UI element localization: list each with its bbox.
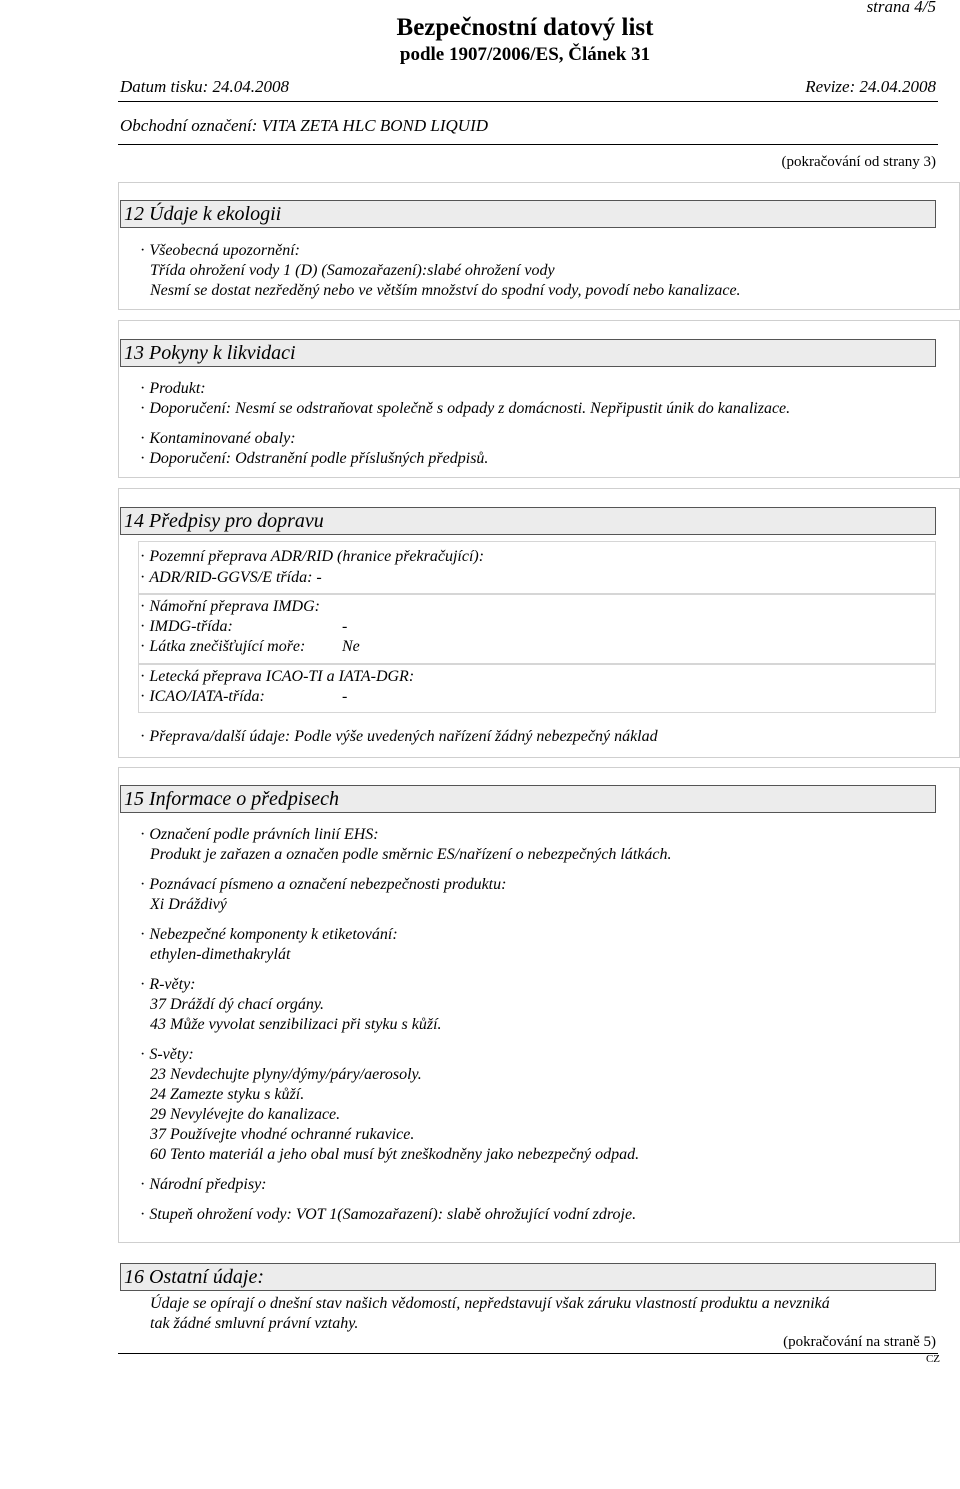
language-code: CZ xyxy=(925,1353,940,1365)
s13-packaging-label: · Kontaminované obaly: xyxy=(140,430,296,447)
s14-imdg-label: · Námořní přeprava IMDG: xyxy=(140,598,320,615)
s14-marine-value: Ne xyxy=(342,638,360,655)
revision-date: Revize: 24.04.2008 xyxy=(805,77,936,96)
s15-letter-value: Xi Dráždivý xyxy=(150,896,227,913)
s15-s-line: 60 Tento materiál a jeho obal musí být zneškodněny jako nebezpečný odpad. xyxy=(150,1146,640,1163)
s15-ehs-label: · Označení podle právních linií EHS: xyxy=(140,826,379,843)
print-date: Datum tisku: 24.04.2008 xyxy=(120,77,290,96)
section-16-title: 16 Ostatní údaje: xyxy=(120,1263,936,1291)
trade-name: Obchodní označení: VITA ZETA HLC BOND LIQUID xyxy=(120,116,489,135)
s14-imdg-class-value: - xyxy=(342,618,348,635)
s15-r-label: · R-věty: xyxy=(140,976,196,993)
s16-line1: Údaje se opírají o dnešní stav našich vědomostí, nepředstavují však záruku vlastností produktu a nevzniká xyxy=(150,1295,830,1312)
s14-icao-label: · Letecká přeprava ICAO-TI a IATA-DGR: xyxy=(140,668,415,685)
header-divider xyxy=(118,101,938,102)
s14-adr-class: · ADR/RID-GGVS/E třída: - xyxy=(140,569,322,586)
s15-s-label: · S-věty: xyxy=(140,1046,194,1063)
document-title: Bezpečnostní datový list xyxy=(396,14,654,41)
s12-line1: Třída ohrožení vody 1 (D) (Samozařazení):slabé ohrožení vody xyxy=(150,262,555,279)
s12-line2: Nesmí se dostat nezředěný nebo ve větším množství do spodní vody, povodí nebo kanalizace. xyxy=(150,282,741,299)
s15-s-line: 24 Zamezte styku s kůží. xyxy=(150,1086,305,1103)
s15-water-class: · Stupeň ohrožení vody: VOT 1(Samozařazení): slabě ohrožující vodní zdroje. xyxy=(140,1206,637,1223)
section-14-title: 14 Předpisy pro dopravu xyxy=(120,507,936,535)
s13-recommendation-2: · Doporučení: Odstranění podle příslušných předpisů. xyxy=(140,450,489,467)
s14-other: · Přeprava/další údaje: Podle výše uvedených nařízení žádný nebezpečný náklad xyxy=(140,728,658,745)
document-subtitle: podle 1907/2006/ES, Článek 31 xyxy=(399,44,651,65)
section-13-title: 13 Pokyny k likvidaci xyxy=(120,339,936,367)
s15-s-line: 29 Nevylévejte do kanalizace. xyxy=(150,1106,341,1123)
s13-recommendation: · Doporučení: Nesmí se odstraňovat společně s odpady z domácnosti. Nepřipustit únik do kanalizace. xyxy=(140,400,791,417)
s14-icao-class-value: - xyxy=(342,688,348,705)
s14-marine-label: · Látka znečišťující moře: xyxy=(140,638,306,655)
section-15-title: 15 Informace o předpisech xyxy=(120,785,936,813)
s13-product-label: · Produkt: xyxy=(140,380,206,397)
footer-divider xyxy=(118,1353,938,1354)
s15-r-line: 37 Dráždí dý chací orgány. xyxy=(150,996,325,1013)
s15-letter-label: · Poznávací písmeno a označení nebezpečnosti produktu: xyxy=(140,876,507,893)
s15-s-line: 37 Používejte vhodné ochranné rukavice. xyxy=(150,1126,415,1143)
continued-to: (pokračování na straně 5) xyxy=(783,1334,936,1350)
s15-national-label: · Národní předpisy: xyxy=(140,1176,267,1193)
s15-components-label: · Nebezpečné komponenty k etiketování: xyxy=(140,926,398,943)
s15-components-value: ethylen-dimethakrylát xyxy=(150,946,291,963)
s12-general-label: · Všeobecná upozornění: xyxy=(140,242,300,259)
section-12-title: 12 Údaje k ekologii xyxy=(120,200,936,228)
s14-icao-class-label: · ICAO/IATA-třída: xyxy=(140,688,265,705)
s15-ehs-value: Produkt je zařazen a označen podle směrnic ES/nařízení o nebezpečných látkách. xyxy=(150,846,672,863)
page-number: strana 4/5 xyxy=(866,0,936,16)
s15-r-line: 43 Může vyvolat senzibilizaci při styku s kůží. xyxy=(150,1016,442,1033)
continued-from: (pokračování od strany 3) xyxy=(781,154,936,170)
s14-adr-label: · Pozemní přeprava ADR/RID (hranice překračující): xyxy=(140,548,485,565)
s14-imdg-class-label: · IMDG-třída: xyxy=(140,618,233,635)
trade-divider xyxy=(118,144,938,145)
s16-line2: tak žádné smluvní právní vztahy. xyxy=(150,1315,359,1332)
s15-s-line: 23 Nevdechujte plyny/dýmy/páry/aerosoly. xyxy=(150,1066,422,1083)
